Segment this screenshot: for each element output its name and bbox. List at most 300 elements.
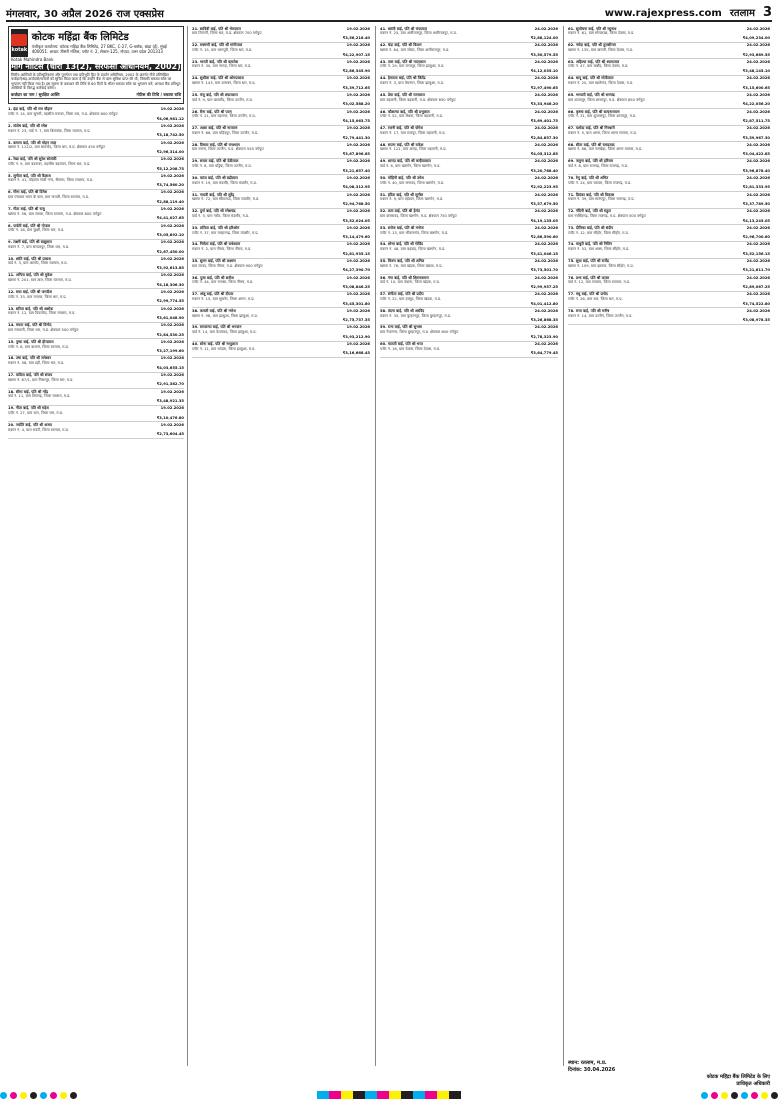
entry-property: प्लॉट नं. 47, ग्राम कन्नौद, जिला देवास, म.प्र. xyxy=(568,64,629,69)
entry-name: 78. रूपा बाई, पति श्री मनीष xyxy=(568,308,610,313)
notice-entry xyxy=(380,342,558,359)
entry-date: 19.02.2026 xyxy=(346,109,370,114)
entry-name: 26. रीना बाई, पति श्री पवन xyxy=(192,109,232,114)
entry-amount: ₹3,27,199.60 xyxy=(156,349,184,354)
column-1 xyxy=(8,26,184,1066)
header-website[interactable]: www.rajexpress.com xyxy=(604,8,722,19)
entry-date: 19.02.2026 xyxy=(160,289,184,294)
entry-property: मकान नं. 17, ग्राम राजपुर, जिला बड़वानी, म.प्र. xyxy=(380,130,446,135)
column-divider xyxy=(187,26,188,1066)
entry-amount: ₹4,22,056.20 xyxy=(742,102,770,107)
notice-entry xyxy=(192,325,370,342)
entry-amount: ₹3,93,212.90 xyxy=(342,334,370,339)
entry-amount: ₹3,33,946.20 xyxy=(530,102,558,107)
entry-property: खसरा नं. 109, ग्राम इछावर, जिला सीहोर, म.प्र. xyxy=(568,263,634,268)
entry-amount: ₹2,92,223.95 xyxy=(530,185,558,190)
entry-date: 24.02.2026 xyxy=(534,225,558,230)
notice-entry xyxy=(192,342,370,359)
entry-name: 25. मंजू बाई, पति श्री शंकरलाल xyxy=(192,92,238,97)
entry-property: वार्ड नं. 6, ग्राम खरगोन, जिला खरगोन, म.प्र. xyxy=(380,164,441,169)
entry-name: 32. दुर्गा बाई, पति श्री रमेशचंद्र xyxy=(192,209,236,214)
registration-dots-right xyxy=(701,1092,778,1099)
notice-entry xyxy=(568,225,770,242)
entry-amount: ₹3,04,422.85 xyxy=(742,152,770,157)
entry-name: 7. गीता बाई, पति श्री राजू xyxy=(8,206,45,211)
registration-dot xyxy=(40,1092,47,1099)
entry-date: 24.02.2026 xyxy=(746,59,770,64)
registration-dot xyxy=(761,1092,768,1099)
entry-property: ग्राम नरसिंहगढ़, जिला राजगढ़, म.प्र. क्षेत्रफल 500 वर्गफुट xyxy=(568,213,646,218)
color-bar xyxy=(389,1091,401,1099)
entry-date: 19.02.2026 xyxy=(346,308,370,313)
entry-date: 24.02.2026 xyxy=(534,242,558,247)
entry-name: 24. सुशीला बाई, पति श्री ओमप्रकाश xyxy=(192,76,244,81)
notice-entry xyxy=(192,292,370,309)
entry-property: ग्राम तराना, जिला उज्जैन, म.प्र. क्षेत्रफल 550 वर्गफुट xyxy=(192,147,264,152)
entry-date: 19.02.2026 xyxy=(346,59,370,64)
entry-list xyxy=(8,107,184,439)
notice-entry xyxy=(380,59,558,76)
entry-date: 19.02.2026 xyxy=(160,107,184,112)
entry-name: 62. नर्मदा बाई, पति श्री तुलसीराम xyxy=(568,43,616,48)
logo-text: kotak xyxy=(11,46,28,53)
entry-date: 19.02.2026 xyxy=(346,325,370,330)
notice-entry xyxy=(380,209,558,226)
color-bar xyxy=(353,1091,365,1099)
entry-property: प्लॉट नं. 12, ग्राम सीहोर, जिला सीहोर, म.प्र. xyxy=(568,230,629,235)
signature-bank: कोटक महिंद्रा बैंक लिमिटेड के लिए xyxy=(706,1074,770,1080)
notice-entry xyxy=(380,43,558,60)
entry-property: प्लॉट नं. 24, ग्राम ब्यावरा, जिला राजगढ़, म.प्र. xyxy=(568,180,632,185)
entry-name: 2. संतोष बाई, पति श्री रमेश xyxy=(8,123,48,128)
entry-date: 24.02.2026 xyxy=(746,43,770,48)
entry-amount: ₹2,96,700.60 xyxy=(742,235,770,240)
entry-name: 35. सुमन बाई, पति श्री लक्ष्मण xyxy=(192,259,236,264)
entry-property: प्लॉट नं. 15, ग्राम धरमपुरी, जिला धार, म.प्र. xyxy=(192,47,253,52)
entry-amount: ₹3,67,896.85 xyxy=(342,152,370,157)
entry-property: प्लॉट नं. 40, ग्राम सनावद, जिला खरगोन, म.प्र. xyxy=(380,180,445,185)
entry-amount: ₹2,67,450.00 xyxy=(156,249,184,254)
entry-property: प्लॉट नं. 52, ग्राम सेंधवा, जिला बड़वानी, म.प्र. xyxy=(380,114,444,119)
entry-date: 24.02.2026 xyxy=(534,342,558,347)
notice-entry xyxy=(192,43,370,60)
entry-name: 49. शारदा बाई, पति श्री कन्हैयालाल xyxy=(380,159,431,164)
print-registration-band xyxy=(0,1088,778,1102)
notice-entry xyxy=(192,92,370,109)
entry-date: 24.02.2026 xyxy=(746,109,770,114)
entry-amount: ₹3,92,613.85 xyxy=(156,266,184,271)
signature-block xyxy=(568,1060,770,1088)
entry-amount: ₹3,69,401.75 xyxy=(530,118,558,123)
entry-amount: ₹3,08,978.35 xyxy=(742,318,770,323)
entry-date: 24.02.2026 xyxy=(746,92,770,97)
entry-name: 67. यशोदा बाई, पति श्री गिरधारी xyxy=(568,126,615,131)
entry-name: 65. भगवती बाई, पति श्री रामचंद्र xyxy=(568,92,615,97)
entry-amount: ₹3,45,301.80 xyxy=(342,301,370,306)
entry-date: 19.02.2026 xyxy=(346,26,370,31)
entry-amount: ₹3,59,967.30 xyxy=(742,135,770,140)
entry-date: 24.02.2026 xyxy=(534,59,558,64)
entry-property: प्लॉट नं. 33, ग्राम मनावर, जिला धार, म.प्र. xyxy=(8,294,67,299)
notice-entry xyxy=(380,225,558,242)
notice-entry xyxy=(8,422,184,439)
notice-entry xyxy=(568,209,770,226)
entry-amount: ₹2,94,768.50 xyxy=(342,202,370,206)
entry-property: मकान नं. 3, ग्राम मेघनगर, जिला झाबुआ, म.प्र. xyxy=(380,81,444,86)
column-3 xyxy=(380,26,558,1066)
notice-entry xyxy=(8,323,184,340)
entry-property: मकान नं. 4, ग्राम रावटी, जिला रतलाम, म.प्र. xyxy=(8,427,69,432)
registration-dot xyxy=(50,1092,57,1099)
entry-date: 19.02.2026 xyxy=(160,157,184,162)
table-header-right: नोटिस की तिथि / बकाया राशि xyxy=(136,92,181,98)
entry-name: 77. मधु बाई, पति श्री प्रमोद xyxy=(568,292,608,297)
entry-date: 24.02.2026 xyxy=(534,26,558,31)
entry-property: खसरा नं. 121, ग्राम अंजड़, जिला बड़वानी, म.प्र. xyxy=(380,147,447,152)
entry-property: खसरा नं. 87/1, ग्राम निसरपुर, जिला धार, म.प्र. xyxy=(8,377,74,382)
notice-entry xyxy=(192,225,370,242)
entry-amount: ₹3,18,742.50 xyxy=(156,133,184,138)
entry-name: 71. प्रियंका बाई, पति श्री विकास xyxy=(568,192,615,197)
entry-date: 24.02.2026 xyxy=(746,159,770,164)
signature-date: दिनांक: 30.04.2026 xyxy=(568,1067,616,1073)
entry-property: प्लॉट नं. 21, ग्राम बड़नगर, जिला उज्जैन, म.प्र. xyxy=(192,114,256,119)
entry-property: खसरा नं. 64, ग्राम जोबट, जिला अलीराजपुर, म.प्र. xyxy=(380,47,450,52)
notice-entry xyxy=(192,126,370,143)
entry-amount: ₹4,41,027.65 xyxy=(156,216,184,221)
color-bar xyxy=(401,1091,413,1099)
column-divider xyxy=(375,26,376,1066)
entry-property: वार्ड नं. 14, ग्राम पेटलावद, जिला झाबुआ, म.प्र. xyxy=(192,330,257,335)
entry-amount: ₹2,78,323.90 xyxy=(530,334,558,339)
registration-dot xyxy=(10,1092,17,1099)
entry-date: 24.02.2026 xyxy=(534,43,558,48)
entry-date: 19.02.2026 xyxy=(160,339,184,344)
entry-name: 16. उषा बाई, पति श्री रामेश्वर xyxy=(8,356,51,361)
entry-date: 19.02.2026 xyxy=(346,126,370,131)
entry-name: 60. मालती बाई, पति श्री भरत xyxy=(380,342,423,347)
notice-entry xyxy=(568,59,770,76)
notice-entry xyxy=(568,292,770,309)
entry-amount: ₹3,21,611.70 xyxy=(742,268,770,273)
kotak-logo xyxy=(11,29,28,57)
entry-property: प्लॉट नं. 27, ग्राम बाग, जिला धार, म.प्र. xyxy=(8,410,64,415)
notice-entry xyxy=(568,159,770,176)
color-bar xyxy=(317,1091,329,1099)
entry-date: 24.02.2026 xyxy=(534,126,558,131)
notice-entry xyxy=(8,157,184,174)
notice-intro: वित्तीय आस्तियों के प्रतिभूतिकरण और पुनर्गठन तथा प्रतिभूति हित के प्रवर्तन अधिनियम, 2002 के अंतर्गत नीचे उल्लिखित कर्जदारों/सह-कर्जदारों/गारंटरों को सूचित किया जाता है कि उन्होंने बैंक से ऋण सुविधा प्राप्त की थी, जिसकी बकाया राशि का भुगतान नहीं किया गया है। इस सूचना के प्रकाशन की तिथि से 60 दिनों के भीतर बकाया राशि का भुगतान करें, अन्यथा बैंक प्रतिभूत आस्तियों के विरुद्ध कार्रवाई करेगा। xyxy=(11,72,181,91)
entry-amount: ₹3,56,218.40 xyxy=(342,35,370,40)
entry-property: प्लॉट नं. 18, ग्राम कुक्षी, जिला धार, म.प्र. xyxy=(8,228,65,233)
entry-date: 19.02.2026 xyxy=(160,323,184,328)
entry-date: 24.02.2026 xyxy=(534,175,558,180)
notice-entry xyxy=(380,92,558,109)
entry-name: 45. प्रेमा बाई, पति श्री रतनलाल xyxy=(380,92,425,97)
entry-list xyxy=(568,26,770,325)
entry-name: 27. आशा बाई, पति श्री नारायण xyxy=(192,126,238,131)
entry-property: प्लॉट नं. 8, ग्राम घट्टिया, जिला उज्जैन, म.प्र. xyxy=(192,164,252,169)
kotak-logo-icon xyxy=(11,34,27,46)
entry-amount: ₹2,86,345.90 xyxy=(342,69,370,74)
entry-property: प्लॉट नं. 29, ग्राम राणापुर, जिला झाबुआ, म.प्र. xyxy=(380,64,445,69)
entry-name: 39. रामकन्या बाई, पति श्री भगवान xyxy=(192,325,242,330)
column-2 xyxy=(192,26,370,1066)
entry-name: 72. नंदिनी बाई, पति श्री राहुल xyxy=(568,209,611,214)
entry-amount: ₹4,19,135.05 xyxy=(530,218,558,223)
entry-date: 24.02.2026 xyxy=(746,26,770,31)
entry-date: 24.02.2026 xyxy=(746,275,770,280)
notice-entry xyxy=(8,406,184,423)
notice-entry xyxy=(568,142,770,159)
entry-date: 24.02.2026 xyxy=(534,259,558,264)
entry-property: मकान नं. 15, ग्राम सुसनेर, जिला आगर, म.प्र. xyxy=(192,296,255,301)
registration-dot xyxy=(741,1092,748,1099)
notice-entry xyxy=(192,209,370,226)
color-bar xyxy=(449,1091,461,1099)
entry-amount: ₹4,13,245.05 xyxy=(742,218,770,223)
entry-name: 61. सुलोचना बाई, पति श्री रघुनाथ xyxy=(568,26,617,31)
entry-date: 19.02.2026 xyxy=(346,209,370,214)
entry-name: 31. गायत्री बाई, पति श्री सुरेंद्र xyxy=(192,192,235,197)
entry-name: 48. सपना बाई, पति श्री राकेश xyxy=(380,142,424,147)
bank-name: कोटक महिंद्रा बैंक लिमिटेड xyxy=(31,32,129,43)
entry-amount: ₹2,88,119.40 xyxy=(156,199,184,204)
entry-property: प्लॉट नं. 31, ग्राम शुजालपुर, जिला शाजापुर, म.प्र. xyxy=(568,114,637,119)
entry-amount: ₹3,39,712.65 xyxy=(342,85,370,90)
entry-amount: ₹2,91,382.70 xyxy=(156,382,184,387)
entry-date: 19.02.2026 xyxy=(346,225,370,230)
entry-name: 21. सावित्री बाई, पति श्री भेरूलाल xyxy=(192,26,241,31)
entry-property: मकान नं. 66, ग्राम महिदपुर, जिला उज्जैन, म.प्र. xyxy=(192,130,259,135)
entry-property: खसरा नं. 56, ग्राम जावरा, जिला रतलाम, म.प्र. क्षेत्रफल 800 वर्गफुट xyxy=(8,211,102,216)
entry-date: 24.02.2026 xyxy=(534,192,558,197)
notice-entry xyxy=(192,275,370,292)
entry-name: 38. कमली बाई, पति श्री गणेश xyxy=(192,308,236,313)
notice-entry xyxy=(192,242,370,259)
notice-entry xyxy=(380,126,558,143)
entry-property: मकान नं. 39, ग्राम सारंगपुर, जिला राजगढ़, म.प्र. xyxy=(568,197,635,202)
entry-amount: ₹2,89,067.25 xyxy=(742,285,770,290)
notice-entry xyxy=(8,107,184,124)
entry-amount: ₹3,61,048.90 xyxy=(156,316,184,320)
entry-name: 28. विमला बाई, पति श्री घनश्याम xyxy=(192,142,240,147)
entry-name: 54. शोभा बाई, पति श्री गोविंद xyxy=(380,242,423,247)
notice-entry xyxy=(380,192,558,209)
entry-amount: ₹5,12,208.75 xyxy=(156,166,184,171)
entry-date: 24.02.2026 xyxy=(534,308,558,313)
entry-name: 69. जमुना बाई, पति श्री हरिराम xyxy=(568,159,613,164)
entry-name: 22. रुक्मणी बाई, पति श्री मांगीलाल xyxy=(192,43,243,48)
notice-entry xyxy=(380,76,558,93)
entry-date: 24.02.2026 xyxy=(746,209,770,214)
entry-amount: ₹4,09,234.00 xyxy=(742,35,770,40)
entry-amount: ₹3,14,479.60 xyxy=(342,235,370,240)
entry-date: 19.02.2026 xyxy=(160,206,184,211)
notice-entry xyxy=(192,109,370,126)
header-section: रतलाम xyxy=(729,8,755,19)
entry-amount: ₹3,20,768.40 xyxy=(530,168,558,173)
entry-property: वार्ड नं. 9, ग्राम खाचरौद, जिला उज्जैन, म.प्र. xyxy=(192,97,253,102)
notice-entry xyxy=(8,123,184,140)
notice-entry xyxy=(568,242,770,259)
entry-name: 20. ज्योति बाई, पति श्री अजय xyxy=(8,422,52,427)
entry-property: प्लॉट नं. 11, ग्राम थांदला, जिला झाबुआ, म.प्र. xyxy=(192,346,256,351)
entry-name: 59. रत्ना बाई, पति श्री सुभाष xyxy=(380,325,422,330)
notice-entry xyxy=(8,339,184,356)
entry-property: मकान नं. 30, ग्राम नागदा, जिला धार, म.प्र. xyxy=(192,64,252,69)
entry-property: प्लॉट नं. 44, ग्राम मनासा, जिला नीमच, म.प्र. xyxy=(192,280,254,285)
entry-property: वार्ड नं. 10, ग्राम पंधाना, जिला खंडवा, म.प्र. xyxy=(380,280,440,285)
entry-name: 15. पुष्पा बाई, पति श्री हीरालाल xyxy=(8,339,54,344)
registration-dot xyxy=(0,1092,7,1099)
entry-date: 19.02.2026 xyxy=(346,259,370,264)
registration-dot xyxy=(701,1092,708,1099)
entry-amount: ₹2,99,957.25 xyxy=(530,285,558,290)
entry-amount: ₹2,88,124.00 xyxy=(530,35,558,40)
entry-property: मकान नं. 14, ग्राम उज्जैन, जिला उज्जैन, म.प्र. xyxy=(568,313,633,318)
entry-amount: ₹3,10,476.80 xyxy=(156,415,184,420)
entry-amount: ₹3,08,846.25 xyxy=(342,285,370,290)
notice-entry xyxy=(568,76,770,93)
entry-date: 24.02.2026 xyxy=(534,209,558,214)
notice-entry xyxy=(8,240,184,257)
entry-name: 64. धापू बाई, पति श्री मोतीलाल xyxy=(568,76,614,81)
entry-amount: ₹3,26,868.35 xyxy=(530,318,558,323)
notice-entry xyxy=(8,206,184,223)
entry-name: 30. कांता बाई, पति श्री बद्रीलाल xyxy=(192,175,238,180)
entry-name: 18. सीमा बाई, पति श्री नरेंद्र xyxy=(8,389,49,394)
notice-entry xyxy=(8,273,184,290)
entry-name: 4. रेखा बाई, पति श्री सुरेश सोलंकी xyxy=(8,157,57,162)
color-bar xyxy=(365,1091,377,1099)
entry-amount: ₹2,99,774.55 xyxy=(156,299,184,304)
entry-list xyxy=(192,26,370,358)
notice-entry xyxy=(192,259,370,276)
entry-amount: ₹3,96,878.40 xyxy=(742,168,770,173)
entry-name: 37. अंजू बाई, पति श्री दीपक xyxy=(192,292,234,297)
entry-property: खसरा नं. 72, ग्राम सीतामऊ, जिला मंदसौर, म.प्र. xyxy=(192,197,260,202)
entry-property: प्लॉट नं. 6, ग्राम बाजना, जिला रतलाम, म.प्र. xyxy=(8,344,69,349)
color-bar xyxy=(437,1091,449,1099)
notice-entry xyxy=(192,142,370,159)
entry-name: 6. मीना बाई, पति श्री दिनेश xyxy=(8,190,48,195)
entry-name: 23. भारती बाई, पति श्री कमलेश xyxy=(192,59,239,64)
entry-property: खसरा नं. 76, ग्राम खंडवा, जिला खंडवा, म.प्र. xyxy=(380,263,443,268)
entry-name: 17. कविता बाई, पति श्री संजय xyxy=(8,373,53,378)
entry-property: खसरा नं. 98, ग्राम झाबुआ, जिला झाबुआ, म.प्र. xyxy=(192,313,258,318)
entry-date: 19.02.2026 xyxy=(160,273,184,278)
entry-name: 34. निर्मला बाई, पति श्री राधेश्याम xyxy=(192,242,241,247)
entry-date: 19.02.2026 xyxy=(346,142,370,147)
entry-property: प्लॉट नं. 26, ग्राम धार, जिला धार, म.प्र. xyxy=(568,296,623,301)
entry-amount: ₹4,01,412.80 xyxy=(530,301,558,306)
entry-date: 24.02.2026 xyxy=(746,259,770,264)
entry-name: 33. ललिता बाई, पति श्री हरिओम xyxy=(192,225,240,230)
entry-name: 57. संगीता बाई, पति श्री प्रदीप xyxy=(380,292,424,297)
registration-dot xyxy=(20,1092,27,1099)
entry-name: 66. कृष्णा बाई, पति श्री सत्यनारायण xyxy=(568,109,620,114)
registration-dot xyxy=(771,1092,778,1099)
notice-entry xyxy=(568,92,770,109)
entry-property: प्लॉट नं. 37, ग्राम मल्हारगढ़, जिला मंदसौर, म.प्र. xyxy=(192,230,259,235)
entry-property: मकान नं. 5, ग्राम आगर, जिला आगर मालवा, म.प्र. xyxy=(568,130,637,135)
entry-property: वार्ड नं. 8, ग्राम राजगढ़, जिला राजगढ़, म.प्र. xyxy=(568,164,628,169)
entry-name: 36. पूजा बाई, पति श्री सतीश xyxy=(192,275,234,280)
notice-entry xyxy=(192,76,370,93)
notice-entry xyxy=(380,26,558,43)
header-page-number: 3 xyxy=(762,5,772,20)
entry-date: 19.02.2026 xyxy=(160,240,184,245)
notice-entry xyxy=(568,192,770,209)
entry-property: मकान नं. 23, वार्ड नं. 7, ग्राम बिलपांक, जिला रतलाम, म.प्र. xyxy=(8,128,91,133)
registration-dot xyxy=(751,1092,758,1099)
entry-property: मकान नं. 9, ग्राम महेश्वर, जिला खरगोन, म.प्र. xyxy=(380,197,444,202)
entry-name: 76. प्रभा बाई, पति श्री कमल xyxy=(568,275,610,280)
entry-property: ग्राम कसरावद, जिला खरगोन, म.प्र. क्षेत्रफल 750 वर्गफुट xyxy=(380,213,457,218)
entry-date: 19.02.2026 xyxy=(346,92,370,97)
entry-amount: ₹3,74,522.80 xyxy=(742,301,770,306)
entry-name: 70. रेणु बाई, पति श्री अमित xyxy=(568,175,609,180)
signature-officer: प्राधिकृत अधिकारी xyxy=(736,1081,770,1087)
bank-address: पंजीकृत कार्यालय: कोटक महिंद्रा बैंक लिमिटेड, 27 BKC, C-27, G-ब्लॉक, बांद्रा (ई), मुंबई 400051. शाखा: तीसरी मंजिल, प्लॉट नं. 2, सेक्टर-125, नोएडा, उत्तर प्रदेश 201313 xyxy=(31,44,167,54)
entry-name: 47. रजनी बाई, पति श्री योगेश xyxy=(380,126,423,131)
entry-amount: ₹4,05,312.85 xyxy=(530,152,558,157)
entry-property: ग्राम बड़वानी, जिला बड़वानी, म.प्र. क्षेत्रफल 650 वर्गफुट xyxy=(380,97,456,102)
entry-name: 40. सोना बाई, पति श्री नाथूलाल xyxy=(192,342,238,347)
entry-date: 19.02.2026 xyxy=(346,43,370,48)
entry-date: 19.02.2026 xyxy=(346,192,370,197)
column-4 xyxy=(568,26,770,1056)
notice-entry xyxy=(568,308,770,325)
entry-property: ग्राम पंचायत भवन के पास, ग्राम नामली, जिला रतलाम, म.प्र. xyxy=(8,195,89,200)
notice-entry xyxy=(192,175,370,192)
entry-property: मकान नं. 20, ग्राम खातेगांव, जिला देवास, म.प्र. xyxy=(568,81,634,86)
notice-entry xyxy=(380,325,558,342)
entry-amount: ₹2,81,935.15 xyxy=(342,251,370,256)
entry-name: 1. इंद्रा बाई, पति श्री राम चौहान xyxy=(8,107,53,112)
entry-name: 55. किरण बाई, पति श्री अनिल xyxy=(380,259,425,264)
entry-amount: ₹2,75,757.35 xyxy=(342,318,370,323)
notice-entry xyxy=(8,173,184,190)
notice-entry xyxy=(380,109,558,126)
entry-amount: ₹4,12,035.10 xyxy=(530,69,558,74)
entry-name: 43. तारा बाई, पति श्री मदनलाल xyxy=(380,59,426,64)
entry-date: 24.02.2026 xyxy=(746,76,770,81)
entry-name: 56. गंगा बाई, पति श्री शिवनारायण xyxy=(380,275,429,280)
entry-date: 19.02.2026 xyxy=(160,223,184,228)
notice-entry xyxy=(192,26,370,43)
entry-name: 75. सुधा बाई, पति श्री राजेंद्र xyxy=(568,259,609,264)
entry-date: 19.02.2026 xyxy=(346,275,370,280)
notice-entry xyxy=(192,192,370,209)
notice-entry xyxy=(380,242,558,259)
entry-amount: ₹3,16,668.45 xyxy=(342,351,370,356)
entry-property: खसरा नं. 112/2, ग्राम धामनोद, जिला धार, म.प्र. क्षेत्रफल 450 वर्गफुट xyxy=(8,145,106,150)
entry-date: 24.02.2026 xyxy=(746,242,770,247)
entry-property: वार्ड नं. 3, ग्राम आलोट, जिला रतलाम, म.प्र. xyxy=(8,261,68,266)
notice-entry xyxy=(8,389,184,406)
entry-amount: ₹4,15,063.75 xyxy=(342,118,370,123)
entry-amount: ₹3,64,779.45 xyxy=(530,351,558,356)
notice-entry xyxy=(8,140,184,157)
entry-name: 19. नीता बाई, पति श्री महेश xyxy=(8,406,49,411)
entry-amount: ₹3,52,156.15 xyxy=(742,251,770,256)
notice-entry xyxy=(192,308,370,325)
entry-amount: ₹2,96,314.00 xyxy=(156,149,184,154)
registration-dot xyxy=(731,1092,738,1099)
notice-entry xyxy=(380,275,558,292)
